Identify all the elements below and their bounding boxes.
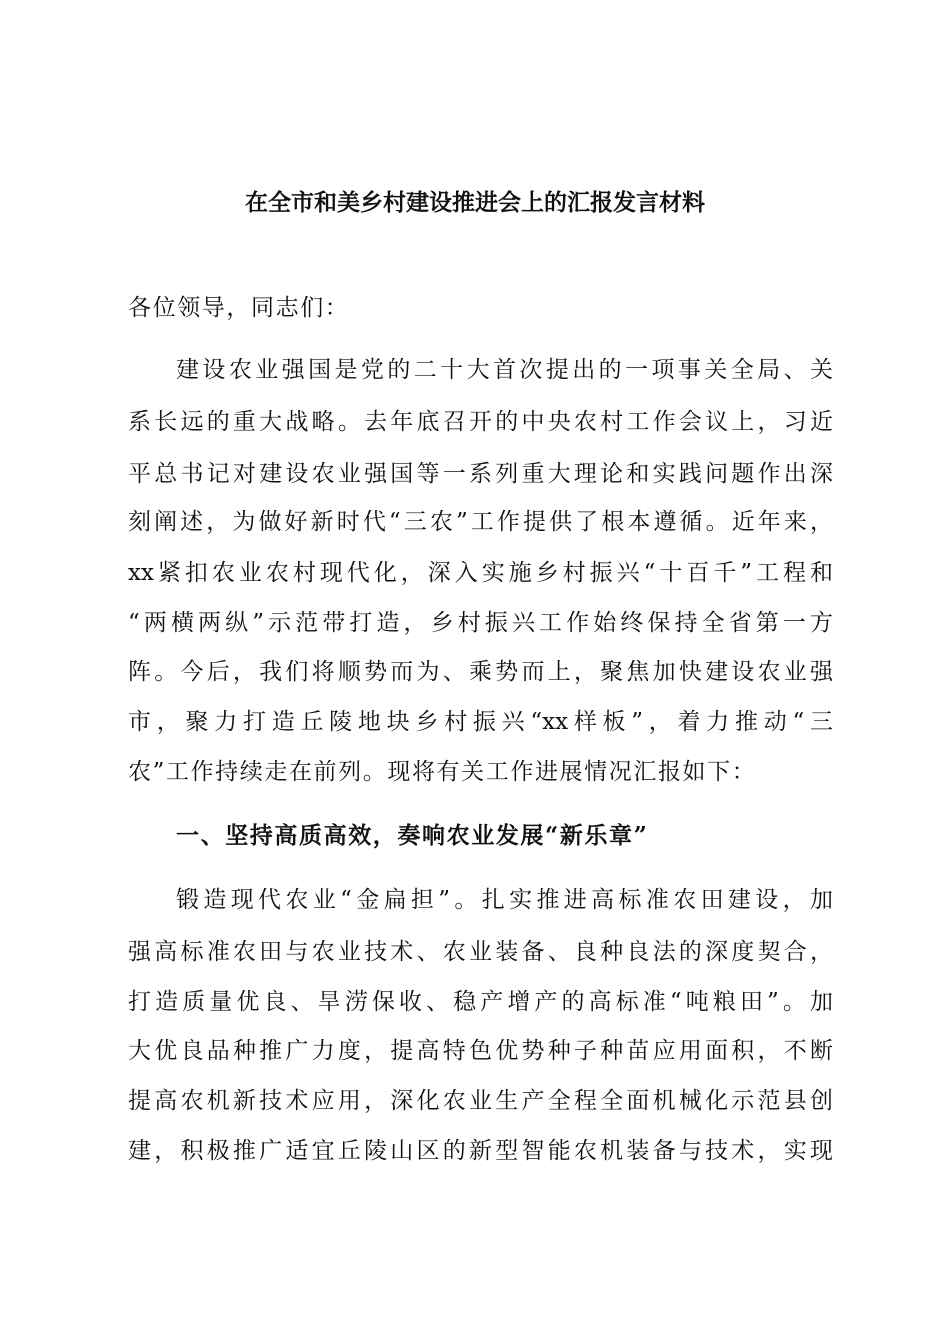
paragraph-1-line-9: 农”工作持续走在前列。现将有关工作进展情况汇报如下： — [128, 759, 757, 785]
paragraph-1-line-8: 市，聚力打造丘陵地块乡村振兴“xx样板”，着力推动“三 — [128, 709, 833, 735]
paragraph-2-line-1: 锻造现代农业“金扁担”。扎实推进高标准农田建设，加 — [176, 887, 833, 913]
document-title: 在全市和美乡村建设推进会上的汇报发言材料 — [245, 189, 705, 216]
salutation: 各位领导，同志们： — [128, 295, 350, 321]
paragraph-1-line-3: 平总书记对建设农业强国等一系列重大理论和实践问题作出深 — [128, 461, 833, 487]
paragraph-1-line-7: 阵。今后，我们将顺势而为、乘势而上，聚焦加快建设农业强 — [128, 659, 833, 685]
paragraph-1-line-4: 刻阐述，为做好新时代“三农”工作提供了根本遵循。近年来， — [128, 509, 833, 535]
paragraph-2-line-6: 建，积极推广适宜丘陵山区的新型智能农机装备与技术，实现 — [128, 1138, 833, 1164]
paragraph-2-line-2: 强高标准农田与农业技术、农业装备、良种良法的深度契合， — [128, 939, 833, 965]
paragraph-2-line-3: 打造质量优良、旱涝保收、稳产增产的高标准“吨粮田”。加 — [128, 989, 833, 1015]
paragraph-1-line-6: “两横两纵”示范带打造，乡村振兴工作始终保持全省第一方 — [128, 610, 833, 636]
paragraph-1-line-1: 建设农业强国是党的二十大首次提出的一项事关全局、关 — [176, 357, 833, 383]
paragraph-2-line-5: 提高农机新技术应用，深化农业生产全程全面机械化示范县创 — [128, 1088, 833, 1114]
section-1-heading: 一、坚持高质高效，奏响农业发展“新乐章” — [176, 822, 649, 849]
paragraph-2-line-4: 大优良品种推广力度，提高特色优势种子种苗应用面积，不断 — [128, 1038, 833, 1064]
paragraph-1-line-2: 系长远的重大战略。去年底召开的中央农村工作会议上，习近 — [128, 409, 833, 435]
paragraph-1-line-5: xx紧扣农业农村现代化，深入实施乡村振兴“十百千”工程和 — [128, 560, 833, 586]
